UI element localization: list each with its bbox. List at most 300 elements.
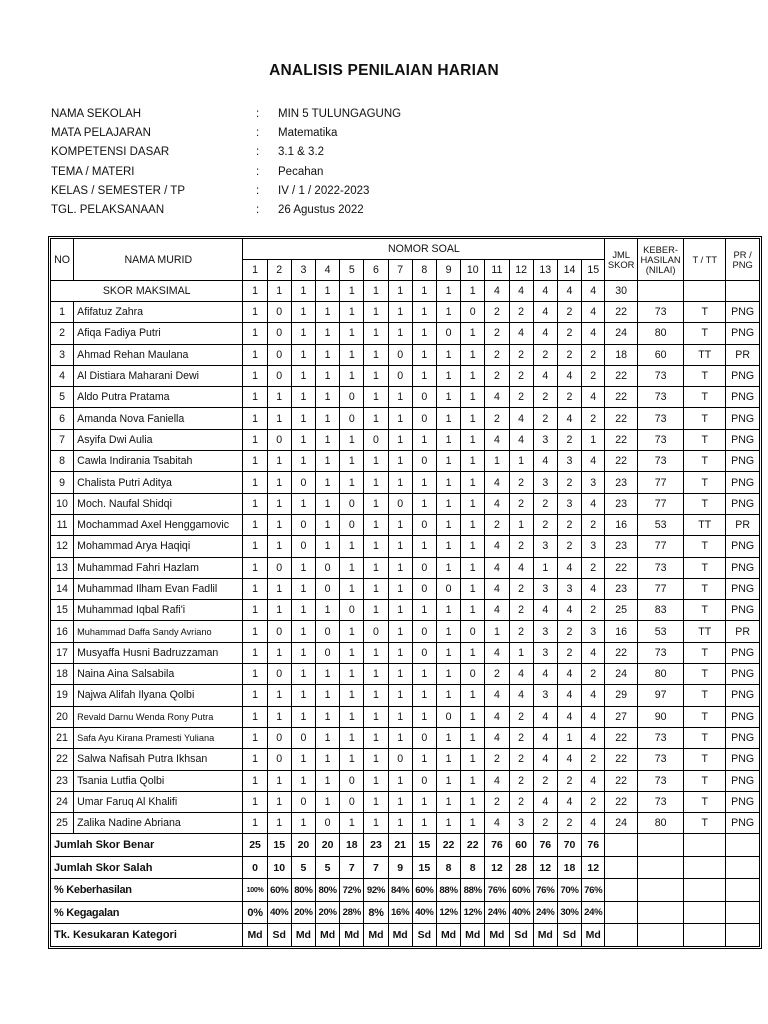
score-cell: 1: [412, 472, 436, 493]
soal-number-header: 6: [364, 260, 388, 281]
score-cell: 4: [557, 664, 581, 685]
max-total-cell: 30: [605, 281, 638, 302]
score-cell: 1: [388, 706, 412, 727]
score-cell: 1: [267, 408, 291, 429]
summary-cell: 92%: [364, 879, 388, 902]
summary-cell: 80%: [316, 879, 340, 902]
student-name: Amanda Nova Faniella: [74, 408, 243, 429]
score-cell: 1: [340, 536, 364, 557]
t-tt-cell: TT: [684, 514, 726, 535]
score-cell: 4: [485, 770, 509, 791]
score-cell: 4: [582, 302, 605, 323]
score-cell: 1: [388, 600, 412, 621]
score-cell: 2: [485, 791, 509, 812]
score-cell: 1: [388, 685, 412, 706]
jml-skor-cell: 22: [605, 770, 638, 791]
score-cell: 1: [461, 706, 485, 727]
score-cell: 0: [461, 302, 485, 323]
score-cell: 1: [267, 536, 291, 557]
student-no: 25: [51, 813, 74, 834]
score-cell: 1: [461, 493, 485, 514]
nilai-cell: 53: [637, 514, 683, 535]
score-cell: 3: [557, 451, 581, 472]
score-cell: 3: [557, 578, 581, 599]
table-row: [51, 621, 760, 642]
summary-cell: 21: [388, 834, 412, 857]
score-cell: 3: [582, 472, 605, 493]
score-cell: 1: [243, 578, 267, 599]
score-cell: 4: [485, 472, 509, 493]
score-cell: 4: [557, 685, 581, 706]
score-cell: 1: [267, 493, 291, 514]
score-cell: 1: [340, 557, 364, 578]
pr-png-cell: PR: [726, 344, 760, 365]
nilai-cell: 73: [637, 557, 683, 578]
t-tt-cell: T: [684, 302, 726, 323]
score-cell: 1: [509, 642, 533, 663]
score-cell: 1: [436, 727, 460, 748]
student-name: Safa Ayu Kirana Pramesti Yuliana: [74, 727, 243, 748]
max-score-cell: 1: [243, 281, 267, 302]
score-cell: 1: [388, 813, 412, 834]
score-cell: 0: [388, 365, 412, 386]
score-cell: 1: [243, 472, 267, 493]
score-cell: 4: [533, 323, 557, 344]
score-cell: 2: [485, 664, 509, 685]
jml-skor-cell: 24: [605, 813, 638, 834]
score-cell: 2: [582, 408, 605, 429]
student-no: 15: [51, 600, 74, 621]
score-cell: 0: [291, 727, 315, 748]
score-cell: 4: [485, 387, 509, 408]
score-cell: 1: [291, 642, 315, 663]
score-cell: 1: [412, 813, 436, 834]
table-row: [51, 642, 760, 663]
t-tt-cell: T: [684, 472, 726, 493]
summary-cell: 28%: [340, 901, 364, 924]
summary-cell: Md: [582, 924, 605, 947]
summary-cell: 88%: [436, 879, 460, 902]
summary-cell: 60%: [412, 879, 436, 902]
score-cell: 1: [461, 429, 485, 450]
empty-cell: [637, 924, 683, 947]
score-cell: 4: [509, 557, 533, 578]
score-cell: 2: [533, 493, 557, 514]
score-cell: 0: [267, 727, 291, 748]
score-cell: 0: [412, 408, 436, 429]
max-score-cell: 1: [364, 281, 388, 302]
student-no: 22: [51, 749, 74, 770]
soal-number-header: 3: [291, 260, 315, 281]
pr-png-cell: PNG: [726, 302, 760, 323]
score-cell: 0: [412, 727, 436, 748]
t-tt-cell: T: [684, 557, 726, 578]
summary-cell: Sd: [412, 924, 436, 947]
score-cell: 1: [243, 536, 267, 557]
summary-cell: 70: [557, 834, 581, 857]
score-cell: 4: [533, 600, 557, 621]
t-tt-cell: T: [684, 642, 726, 663]
score-cell: 2: [582, 791, 605, 812]
summary-cell: 76%: [485, 879, 509, 902]
student-name: Aldo Putra Pratama: [74, 387, 243, 408]
score-cell: 1: [436, 813, 460, 834]
score-cell: 1: [412, 302, 436, 323]
score-cell: 1: [243, 621, 267, 642]
info-value: 26 Agustus 2022: [278, 204, 364, 217]
summary-cell: 88%: [461, 879, 485, 902]
summary-cell: 28: [509, 856, 533, 879]
score-cell: 2: [485, 302, 509, 323]
score-cell: 4: [485, 642, 509, 663]
soal-number-header: 4: [316, 260, 340, 281]
info-value: Matematika: [278, 126, 338, 139]
score-cell: 0: [340, 514, 364, 535]
score-cell: 1: [412, 791, 436, 812]
empty-cell: [605, 901, 638, 924]
score-cell: 0: [436, 323, 460, 344]
summary-cell: 20: [316, 834, 340, 857]
score-cell: 1: [340, 621, 364, 642]
summary-row: [51, 834, 760, 857]
score-cell: 4: [557, 408, 581, 429]
summary-cell: 22: [436, 834, 460, 857]
header-nomor-soal: NOMOR SOAL: [243, 239, 605, 260]
t-tt-cell: T: [684, 706, 726, 727]
score-cell: 2: [509, 536, 533, 557]
info-label: TEMA / MATERI: [51, 165, 135, 178]
info-row: [51, 104, 578, 123]
score-cell: 1: [243, 706, 267, 727]
score-cell: 4: [557, 749, 581, 770]
score-cell: 1: [388, 323, 412, 344]
score-cell: 1: [436, 642, 460, 663]
score-cell: 1: [243, 770, 267, 791]
summary-cell: 22: [461, 834, 485, 857]
max-score-cell: 1: [267, 281, 291, 302]
score-cell: 1: [388, 770, 412, 791]
score-cell: 2: [557, 536, 581, 557]
pr-png-cell: PNG: [726, 685, 760, 706]
nilai-cell: 73: [637, 429, 683, 450]
score-cell: 2: [533, 770, 557, 791]
summary-cell: 15: [412, 834, 436, 857]
summary-label: % Kegagalan: [51, 901, 243, 924]
student-name: Umar Faruq Al Khalifi: [74, 791, 243, 812]
score-cell: 2: [582, 664, 605, 685]
soal-number-header: 1: [243, 260, 267, 281]
score-cell: 1: [412, 749, 436, 770]
score-cell: 1: [291, 365, 315, 386]
score-cell: 1: [436, 493, 460, 514]
nilai-cell: 73: [637, 749, 683, 770]
score-cell: 1: [461, 791, 485, 812]
soal-number-header: 11: [485, 260, 509, 281]
score-cell: 1: [340, 706, 364, 727]
score-cell: 1: [436, 451, 460, 472]
score-cell: 1: [364, 344, 388, 365]
score-cell: 2: [557, 387, 581, 408]
score-cell: 4: [582, 706, 605, 727]
score-cell: 0: [291, 536, 315, 557]
score-cell: 0: [316, 578, 340, 599]
summary-cell: 40%: [267, 901, 291, 924]
score-cell: 1: [267, 706, 291, 727]
nilai-cell: 73: [637, 727, 683, 748]
score-cell: 4: [582, 727, 605, 748]
soal-number-header: 10: [461, 260, 485, 281]
nilai-cell: 53: [637, 621, 683, 642]
t-tt-cell: T: [684, 493, 726, 514]
nilai-cell: 73: [637, 387, 683, 408]
score-cell: 3: [533, 685, 557, 706]
score-cell: 0: [412, 642, 436, 663]
score-cell: 0: [316, 813, 340, 834]
jml-skor-cell: 24: [605, 664, 638, 685]
score-cell: 1: [291, 493, 315, 514]
score-cell: 1: [364, 600, 388, 621]
summary-cell: 15: [412, 856, 436, 879]
soal-number-header: 12: [509, 260, 533, 281]
score-cell: 1: [364, 302, 388, 323]
summary-cell: 80%: [291, 879, 315, 902]
t-tt-cell: T: [684, 365, 726, 386]
score-cell: 1: [436, 749, 460, 770]
table-row: [51, 472, 760, 493]
summary-cell: 25: [243, 834, 267, 857]
table-row: [51, 387, 760, 408]
score-cell: 4: [485, 429, 509, 450]
summary-row: [51, 879, 760, 902]
score-cell: 1: [412, 664, 436, 685]
score-cell: 1: [243, 600, 267, 621]
nilai-cell: 73: [637, 770, 683, 791]
score-cell: 1: [291, 557, 315, 578]
empty-cell: [684, 834, 726, 857]
score-cell: 2: [557, 621, 581, 642]
info-label: NAMA SEKOLAH: [51, 107, 142, 120]
empty-cell: [726, 879, 760, 902]
score-cell: 3: [509, 813, 533, 834]
score-cell: 1: [412, 600, 436, 621]
pr-png-cell: PNG: [726, 323, 760, 344]
score-cell: 1: [364, 514, 388, 535]
score-cell: 1: [316, 302, 340, 323]
table-row: [51, 302, 760, 323]
score-cell: 4: [582, 770, 605, 791]
score-cell: 4: [582, 387, 605, 408]
score-cell: 1: [412, 685, 436, 706]
score-cell: 1: [243, 685, 267, 706]
max-score-cell: 4: [509, 281, 533, 302]
score-cell: 1: [316, 664, 340, 685]
score-cell: 1: [316, 791, 340, 812]
score-cell: 1: [364, 557, 388, 578]
student-no: 21: [51, 727, 74, 748]
score-cell: 4: [533, 365, 557, 386]
score-cell: 1: [267, 685, 291, 706]
score-table: [50, 238, 760, 947]
score-cell: 1: [340, 642, 364, 663]
score-cell: 1: [267, 770, 291, 791]
summary-cell: Sd: [267, 924, 291, 947]
score-cell: 1: [412, 344, 436, 365]
summary-cell: Md: [291, 924, 315, 947]
score-cell: 2: [509, 770, 533, 791]
info-value: MIN 5 TULUNGAGUNG: [278, 107, 402, 120]
score-cell: 4: [533, 791, 557, 812]
score-cell: 4: [582, 685, 605, 706]
pr-png-cell: PR: [726, 514, 760, 535]
score-cell: 1: [243, 344, 267, 365]
score-cell: 3: [533, 642, 557, 663]
score-cell: 1: [533, 557, 557, 578]
max-score-cell: 1: [412, 281, 436, 302]
score-cell: 0: [340, 770, 364, 791]
student-no: 14: [51, 578, 74, 599]
jml-skor-cell: 22: [605, 642, 638, 663]
nilai-cell: 80: [637, 664, 683, 685]
score-cell: 1: [243, 408, 267, 429]
jml-skor-cell: 22: [605, 302, 638, 323]
score-cell: 1: [461, 557, 485, 578]
score-cell: 1: [291, 344, 315, 365]
table-row: [51, 451, 760, 472]
score-cell: 1: [291, 749, 315, 770]
score-cell: 0: [340, 387, 364, 408]
score-cell: 2: [582, 600, 605, 621]
jml-skor-cell: 23: [605, 472, 638, 493]
score-cell: 4: [485, 578, 509, 599]
score-cell: 1: [412, 365, 436, 386]
score-cell: 4: [533, 302, 557, 323]
nilai-cell: 73: [637, 365, 683, 386]
score-cell: 2: [582, 344, 605, 365]
empty-cell: [637, 834, 683, 857]
score-cell: 4: [509, 429, 533, 450]
score-cell: 1: [364, 813, 388, 834]
summary-cell: 24%: [485, 901, 509, 924]
score-cell: 4: [533, 451, 557, 472]
summary-cell: 0: [243, 856, 267, 879]
t-tt-cell: TT: [684, 621, 726, 642]
score-cell: 1: [582, 429, 605, 450]
score-cell: 4: [509, 408, 533, 429]
pr-png-cell: PNG: [726, 749, 760, 770]
t-tt-cell: T: [684, 600, 726, 621]
score-cell: 1: [316, 323, 340, 344]
score-cell: 2: [557, 472, 581, 493]
student-no: 19: [51, 685, 74, 706]
pr-png-cell: PNG: [726, 642, 760, 663]
score-cell: 0: [412, 387, 436, 408]
soal-number-header: 13: [533, 260, 557, 281]
score-cell: 1: [340, 472, 364, 493]
student-name: Afiqa Fadiya Putri: [74, 323, 243, 344]
student-name: Afifatuz Zahra: [74, 302, 243, 323]
summary-cell: 18: [340, 834, 364, 857]
empty-cell: [684, 901, 726, 924]
pr-png-cell: PNG: [726, 387, 760, 408]
score-cell: 0: [340, 600, 364, 621]
info-colon: :: [256, 146, 260, 159]
info-row: [51, 200, 578, 219]
score-cell: 1: [461, 451, 485, 472]
nilai-cell: 73: [637, 791, 683, 812]
score-cell: 4: [533, 664, 557, 685]
score-cell: 1: [436, 302, 460, 323]
score-cell: 1: [388, 472, 412, 493]
student-no: 10: [51, 493, 74, 514]
score-cell: 4: [533, 706, 557, 727]
score-cell: 0: [340, 408, 364, 429]
score-cell: 2: [485, 344, 509, 365]
score-cell: 2: [557, 429, 581, 450]
score-cell: 1: [461, 514, 485, 535]
score-cell: 1: [316, 600, 340, 621]
score-cell: 1: [291, 621, 315, 642]
summary-cell: 7: [364, 856, 388, 879]
nilai-cell: 77: [637, 472, 683, 493]
t-tt-cell: T: [684, 664, 726, 685]
student-name: Revald Darnu Wenda Rony Putra: [74, 706, 243, 727]
student-name: Asyifa Dwi Aulia: [74, 429, 243, 450]
score-cell: 2: [485, 365, 509, 386]
score-cell: 0: [388, 344, 412, 365]
empty-cell: [726, 901, 760, 924]
score-cell: 1: [364, 451, 388, 472]
score-cell: 1: [412, 706, 436, 727]
summary-cell: 10: [267, 856, 291, 879]
score-cell: 4: [557, 706, 581, 727]
summary-cell: Md: [485, 924, 509, 947]
summary-cell: 60%: [509, 879, 533, 902]
score-cell: 2: [533, 813, 557, 834]
score-cell: 1: [388, 621, 412, 642]
score-cell: 2: [509, 387, 533, 408]
student-no: 4: [51, 365, 74, 386]
score-cell: 1: [340, 813, 364, 834]
summary-cell: 12: [582, 856, 605, 879]
summary-cell: 76: [582, 834, 605, 857]
score-cell: 1: [364, 578, 388, 599]
info-section: [51, 104, 578, 220]
score-cell: 1: [461, 813, 485, 834]
score-cell: 1: [291, 408, 315, 429]
score-cell: 2: [485, 323, 509, 344]
summary-cell: Sd: [557, 924, 581, 947]
student-name: Muhammad Ilham Evan Fadlil: [74, 578, 243, 599]
score-cell: 1: [436, 664, 460, 685]
score-cell: 1: [291, 813, 315, 834]
nilai-cell: 80: [637, 813, 683, 834]
score-cell: 4: [582, 493, 605, 514]
score-cell: 1: [436, 685, 460, 706]
table-row: [51, 664, 760, 685]
summary-cell: 8: [461, 856, 485, 879]
header-t-tt: T / TT: [684, 239, 726, 281]
score-cell: 1: [316, 706, 340, 727]
score-cell: 4: [485, 493, 509, 514]
max-score-cell: 4: [557, 281, 581, 302]
student-no: 23: [51, 770, 74, 791]
score-cell: 1: [340, 578, 364, 599]
score-cell: 2: [557, 344, 581, 365]
score-cell: 1: [364, 365, 388, 386]
summary-cell: 24%: [582, 901, 605, 924]
nilai-cell: 80: [637, 323, 683, 344]
score-cell: 1: [485, 451, 509, 472]
